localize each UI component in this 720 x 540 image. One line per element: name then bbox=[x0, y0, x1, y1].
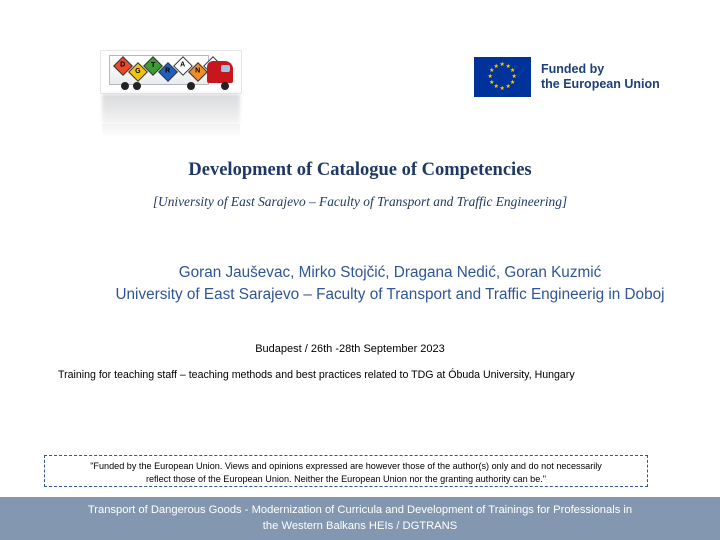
hazard-diamond-icon: N bbox=[188, 62, 208, 82]
eu-disclaimer-box bbox=[44, 455, 648, 487]
truck-image bbox=[100, 50, 242, 94]
eu-star-icon: ★ bbox=[499, 62, 505, 68]
truck-cab-graphic bbox=[207, 61, 233, 83]
eu-funding-line1: Funded by bbox=[541, 62, 605, 76]
eu-star-icon: ★ bbox=[505, 63, 511, 70]
eu-star-icon: ★ bbox=[511, 74, 517, 80]
eu-funding-badge bbox=[474, 57, 660, 97]
presentation-title: Development of Catalogue of Competencies bbox=[188, 160, 532, 180]
disclaimer-line2: reflect those of the European Union. Neither the European Union nor the granting authority can be." bbox=[145, 474, 547, 484]
eu-star-icon: ★ bbox=[509, 80, 516, 86]
eu-star-icon: ★ bbox=[505, 84, 511, 91]
wheel-icon bbox=[221, 82, 229, 90]
authors-list: Goran Jauševac, Mirko Stojčić, Dragana Nedić, Goran Kuzmić bbox=[178, 264, 602, 281]
author-affiliation: University of East Sarajevo – Faculty of Transport and Traffic Engineerig in Doboj bbox=[115, 286, 665, 303]
hazard-diamond-icon: G bbox=[128, 62, 148, 82]
eu-star-icon: ★ bbox=[499, 86, 505, 92]
presentation-subtitle: [University of East Sarajevo – Faculty of Transport and Traffic Engineering] bbox=[152, 194, 568, 209]
disclaimer-line1: "Funded by the European Union. Views and opinions expressed are however those of the author(s) only and do not necessarily bbox=[90, 461, 602, 471]
logo-reflection bbox=[102, 94, 240, 124]
hazard-diamond-icon: R bbox=[158, 62, 178, 82]
footer-line2: the Western Balkans HEIs / DGTRANS bbox=[262, 520, 458, 532]
eu-star-icon: ★ bbox=[509, 68, 516, 74]
footer-line1: Transport of Dangerous Goods - Modernization of Curricula and Development of Trainings for Professionals in bbox=[87, 504, 633, 516]
hazard-diamond-icon: D bbox=[113, 56, 133, 76]
dgtrans-logo bbox=[96, 48, 244, 176]
event-date: Budapest / 26th -28th September 2023 bbox=[255, 343, 445, 355]
wheel-icon bbox=[121, 82, 129, 90]
footer-banner bbox=[0, 497, 720, 540]
cab-window bbox=[221, 65, 230, 72]
eu-flag-icon bbox=[474, 57, 531, 97]
eu-star-icon: ★ bbox=[489, 80, 495, 86]
hazard-diamonds bbox=[116, 59, 220, 79]
wheel-icon bbox=[133, 82, 141, 90]
eu-star-icon: ★ bbox=[489, 68, 495, 74]
wheel-icon bbox=[187, 82, 195, 90]
hazard-diamond-icon: A bbox=[173, 56, 193, 76]
hazard-diamond-icon: T bbox=[143, 56, 163, 76]
eu-star-icon: ★ bbox=[493, 63, 499, 70]
eu-funding-line2: the European Union bbox=[541, 77, 660, 91]
eu-funding-text bbox=[541, 62, 660, 92]
eu-star-icon: ★ bbox=[487, 74, 493, 80]
trailer-graphic bbox=[109, 55, 209, 85]
training-description: Training for teaching staff – teaching methods and best practices related to TDG at Óbuda University, Hungary bbox=[58, 369, 575, 381]
eu-star-icon: ★ bbox=[493, 84, 499, 91]
logo-reflection-fade bbox=[102, 124, 240, 138]
